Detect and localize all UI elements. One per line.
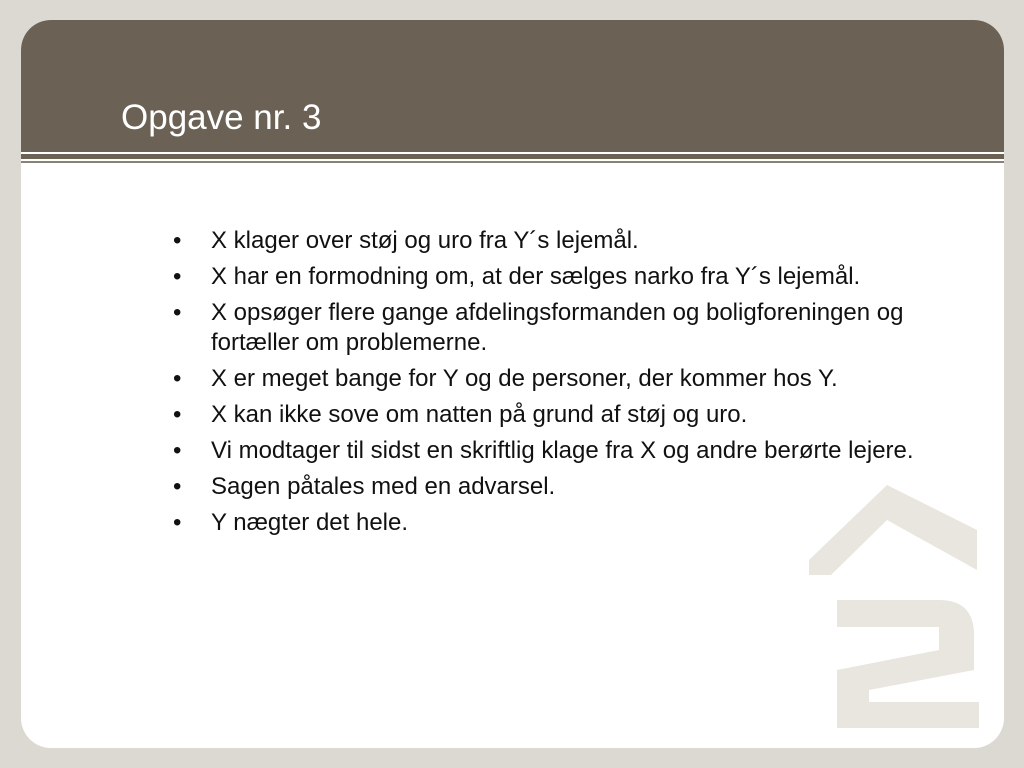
bullet-text: Vi modtager til sidst en skriftlig klage fra X og andre berørte lejere. — [211, 437, 914, 464]
bullet-text: X har en formodning om, at der sælges narko fra Y´s lejemål. — [211, 263, 861, 290]
bullet-dot: • — [173, 509, 182, 536]
bullet-dot: • — [173, 473, 182, 500]
title-divider-thin — [21, 161, 1004, 163]
bullet-text: Sagen påtales med en advarsel. — [211, 473, 556, 500]
bullet-text: X kan ikke sove om natten på grund af støj og uro. — [211, 401, 748, 428]
title-divider-thick — [21, 154, 1004, 159]
bullet-dot: • — [173, 437, 182, 464]
bullet-text: X klager over støj og uro fra Y´s lejemål. — [211, 227, 639, 254]
bullet-dot: • — [173, 299, 182, 326]
bullet-item — [169, 262, 939, 292]
bullet-item — [169, 364, 939, 394]
bullet-text: Y nægter det hele. — [211, 509, 409, 536]
slide — [21, 20, 1004, 748]
slide-title: Opgave nr. 3 — [121, 98, 322, 137]
bullet-dot: • — [173, 401, 182, 428]
bullet-item — [169, 472, 939, 502]
bullet-item — [169, 226, 939, 256]
title-bar — [21, 20, 1004, 152]
bullet-text: X er meget bange for Y og de personer, der kommer hos Y. — [211, 365, 838, 392]
bullet-dot: • — [173, 227, 182, 254]
bullet-text: X opsøger flere gange afdelingsformanden og boligforeningen og fortæller om problemerne. — [211, 299, 904, 356]
bullet-item — [169, 436, 939, 466]
bullet-item — [169, 400, 939, 430]
bullet-item — [169, 298, 939, 358]
bullet-list — [169, 226, 939, 544]
bullet-item — [169, 508, 939, 538]
bullet-dot: • — [173, 263, 182, 290]
bullet-dot: • — [173, 365, 182, 392]
